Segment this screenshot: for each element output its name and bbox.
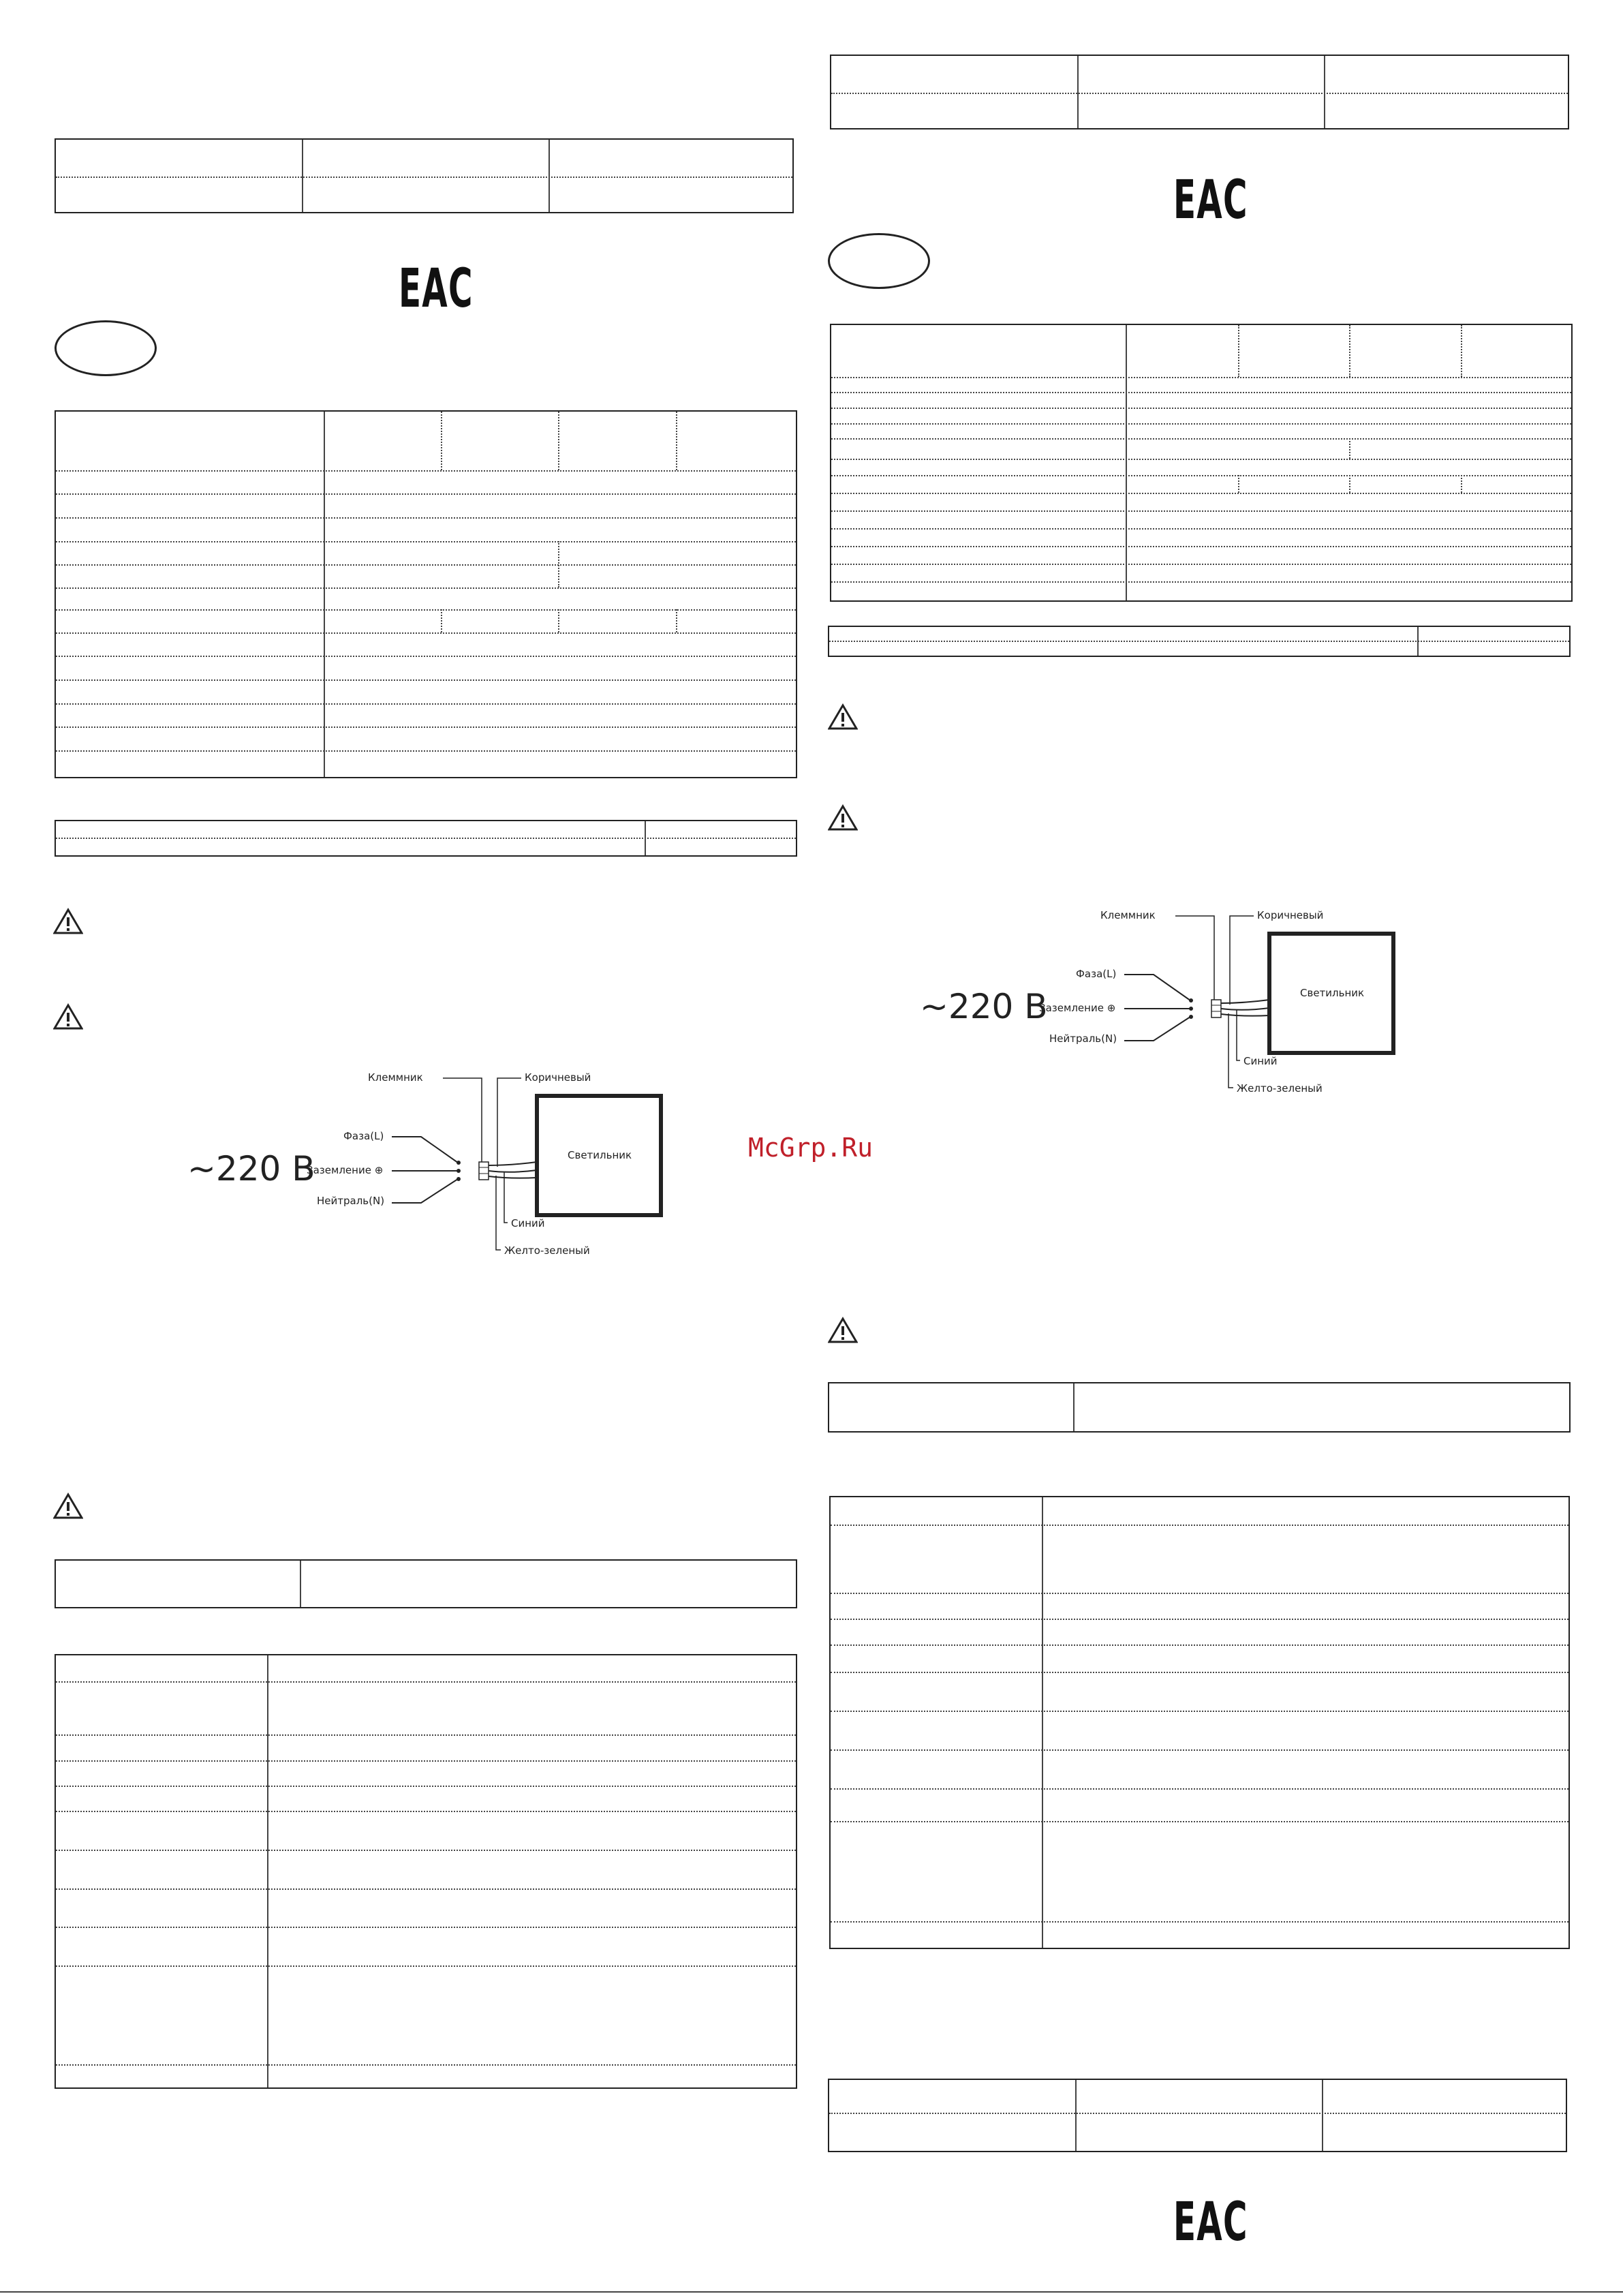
- phase-label: Фаза(L): [1076, 968, 1117, 980]
- brown-wire-label: Коричневый: [1257, 909, 1324, 921]
- yellow-green-wire-label: Желто-зеленый: [504, 1244, 590, 1257]
- wiring-diagram-right: [916, 901, 1407, 1105]
- luminaire-label: Светильник: [1300, 987, 1365, 999]
- watermark: McGrp.Ru: [748, 1133, 874, 1163]
- neutral-label: Нейтраль(N): [1049, 1032, 1117, 1045]
- phase-label: Фаза(L): [343, 1130, 384, 1142]
- spec-table-right: [830, 324, 1573, 602]
- voltage-label: ~220 В: [920, 987, 1048, 1026]
- neutral-label: Нейтраль(N): [317, 1195, 385, 1207]
- small-table-left: [55, 820, 797, 857]
- large-table-left: [55, 1654, 797, 2089]
- eac-mark: EAC: [1173, 2192, 1248, 2253]
- wiring-diagram-left: [184, 1063, 675, 1268]
- luminaire-label: Светильник: [568, 1149, 632, 1161]
- brown-wire-label: Коричневый: [525, 1071, 591, 1084]
- yellow-green-wire-label: Желто-зеленый: [1237, 1082, 1323, 1095]
- voltage-label: ~220 В: [187, 1149, 315, 1189]
- eac-mark: EAC: [1173, 170, 1248, 231]
- small-table-right: [828, 626, 1571, 657]
- top-table-right: [830, 55, 1569, 129]
- warning-triangle-icon: [53, 1003, 83, 1030]
- bottom-table-right: [828, 2079, 1567, 2152]
- warning-triangle-icon: [53, 1493, 83, 1520]
- top-table-left: [55, 138, 794, 213]
- warning-triangle-icon: [53, 908, 83, 935]
- ground-label: Заземление ⊕: [307, 1164, 384, 1176]
- spec-table-left: [55, 410, 797, 778]
- terminal-label: Клеммник: [1100, 909, 1156, 921]
- page-bottom-rule: [0, 2291, 1623, 2293]
- language-oval: [828, 233, 930, 289]
- blue-wire-label: Синий: [511, 1217, 545, 1229]
- warning-triangle-icon: [828, 804, 858, 831]
- terminal-label: Клеммник: [368, 1071, 423, 1084]
- language-oval: [55, 320, 157, 376]
- warning-triangle-icon: [828, 1317, 858, 1344]
- large-table-right: [829, 1496, 1570, 1949]
- warning-triangle-icon: [828, 703, 858, 731]
- blue-wire-label: Синий: [1243, 1055, 1278, 1067]
- ground-label: Заземление ⊕: [1039, 1002, 1116, 1014]
- note-table-right: [828, 1382, 1571, 1433]
- note-table-left: [55, 1559, 797, 1608]
- eac-mark: EAC: [399, 258, 474, 320]
